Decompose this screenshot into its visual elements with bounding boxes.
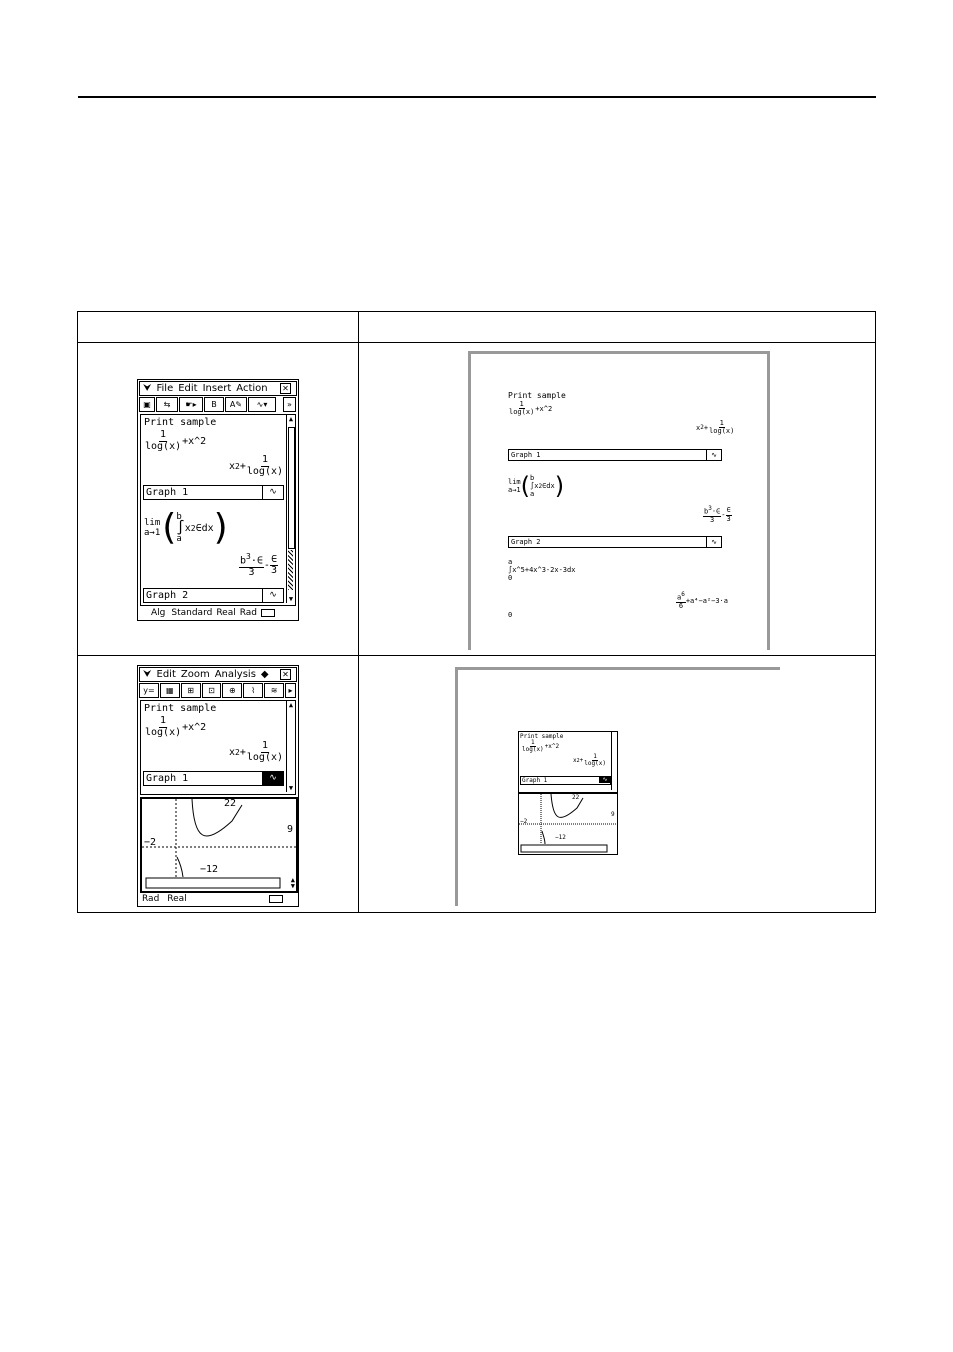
menu-diamond[interactable]: ◆	[260, 669, 269, 680]
curve-lower	[177, 857, 183, 877]
gp-out-den: log(x)	[584, 760, 606, 768]
table-icon[interactable]: ▦	[160, 683, 180, 698]
status-real-2[interactable]: Real	[167, 893, 187, 904]
gp-graph-screen	[518, 793, 618, 855]
lim-sub: a→1	[144, 528, 161, 538]
pp-graph2-icon: ∿	[706, 536, 722, 548]
res-b-tail: ·∈	[250, 555, 263, 567]
gp-tail: +x^2	[544, 743, 560, 751]
pp-r2-den: 6	[678, 601, 684, 610]
scroll-thumb[interactable]	[288, 427, 295, 549]
g-graph1-icon-selected[interactable]: ∿	[262, 771, 284, 786]
pp-result2	[676, 592, 728, 610]
pp-graph1-strip	[508, 449, 722, 461]
status-rad[interactable]: Rad	[239, 607, 258, 618]
gp-out-num: 1	[593, 753, 597, 760]
calculator-graph-window	[137, 665, 299, 907]
pp-lim-sub: a→1	[508, 486, 521, 494]
pp-r2-a: a	[677, 593, 682, 602]
status-rad-2[interactable]: Rad	[142, 893, 160, 904]
left-paren: (	[162, 507, 177, 548]
gp-graph1-label: Graph 1	[522, 777, 548, 784]
status-real[interactable]: Real	[216, 607, 236, 618]
save-icon[interactable]: ▣	[139, 397, 155, 412]
pp-print-sample: Print sample	[508, 391, 566, 400]
gp-graph1-strip	[520, 776, 611, 785]
g-tail: +x^2	[182, 721, 207, 733]
g-scrollbar[interactable]	[286, 701, 295, 792]
output-expression	[229, 455, 284, 477]
pp-integrand-exp: 2	[538, 482, 543, 490]
g-scroll-up-icon[interactable]: ▲	[288, 701, 294, 709]
res-den: 3	[248, 566, 255, 578]
g-num: 1	[160, 715, 167, 726]
g-output-expr	[229, 741, 284, 763]
calculator-main-window	[137, 379, 299, 621]
graph-print-preview-page	[455, 667, 780, 906]
graph1-strip[interactable]	[143, 485, 284, 500]
gp-den: log(x)	[522, 746, 544, 754]
pp-out-exp: 2	[700, 424, 704, 432]
label-neg12: −12	[200, 864, 219, 875]
gp-out-exp: 2	[576, 757, 580, 764]
graph-more-icon[interactable]: ▸	[285, 683, 296, 698]
g-print-sample: Print sample	[144, 703, 217, 714]
graph-battery-icon	[269, 895, 283, 903]
graph-updown-icon[interactable]: ▲ ▼	[290, 876, 295, 890]
menu-action[interactable]: Action	[236, 383, 268, 394]
out-x: x	[229, 460, 236, 472]
graph-plot	[142, 799, 296, 891]
pp-res2-den: 3	[726, 514, 731, 523]
header-cell-left	[78, 312, 359, 343]
gp-graph1-icon: ∿	[599, 776, 611, 783]
menu-insert[interactable]: Insert	[202, 383, 232, 394]
label-9: 9	[287, 824, 294, 835]
pp-res2-num: ∈	[726, 506, 731, 515]
graph-menu-down-icon[interactable]: ⮟	[143, 669, 152, 680]
pp-int2-lower: 0	[508, 574, 513, 582]
print-sample-text: Print sample	[144, 417, 217, 428]
menu-down-icon[interactable]: ⮟	[143, 383, 152, 394]
g-out-den: log(x)	[246, 751, 284, 763]
main-work-area[interactable]	[140, 414, 296, 606]
graph-input-box[interactable]	[146, 878, 280, 888]
menu-bar	[139, 381, 297, 396]
graph2-label: Graph 2	[146, 590, 189, 601]
pp-r2-tail: +a⁴−a²−3·a	[685, 597, 728, 605]
battery-icon	[261, 609, 275, 617]
pp-limit-result	[703, 506, 732, 524]
pp-int2-upper: a	[508, 558, 513, 566]
pp-tail: +x^2	[535, 404, 553, 413]
pp-int2-sign: ∫	[508, 566, 513, 574]
graph-work-area[interactable]	[140, 700, 296, 795]
integrand-x: x	[184, 522, 191, 534]
trace-icon[interactable]: ⌇	[243, 683, 263, 698]
pp-integrand: x	[534, 482, 539, 490]
gp-print-sample: Print sample	[520, 733, 564, 740]
scroll-track	[288, 550, 293, 590]
graph-window[interactable]	[140, 797, 298, 893]
gp-graph-plot	[519, 794, 617, 854]
res-b-exp: 3	[246, 552, 251, 561]
gp-label-neg12: −12	[555, 834, 566, 841]
status-alg[interactable]: Alg	[151, 607, 166, 618]
scroll-up-icon[interactable]: ▲	[288, 415, 294, 423]
res-b: b	[240, 555, 247, 567]
graph2-strip[interactable]	[143, 588, 284, 603]
limit-expression	[144, 507, 228, 548]
pp-graph2-label: Graph 2	[511, 538, 541, 546]
g-scroll-down-icon[interactable]: ▼	[288, 784, 294, 792]
pp-integrand2: x^5+4x^3-2x-3dx	[512, 566, 576, 574]
zoom-box-icon[interactable]: ⊞	[181, 683, 201, 698]
pp-cursor: 0	[508, 611, 513, 619]
input-expression	[144, 430, 206, 452]
pp-num: 1	[519, 400, 524, 408]
g-graph1-strip[interactable]	[143, 771, 284, 786]
gp-label-9: 9	[611, 811, 615, 818]
pp-res-den: 3	[710, 515, 715, 524]
frac-denominator: log(x)	[145, 440, 182, 452]
menu-edit[interactable]: Edit	[178, 383, 198, 394]
pp-res-minus: -	[721, 511, 726, 519]
pp-res-b: b	[704, 507, 709, 516]
int-upper: b	[176, 511, 182, 522]
right-paren: )	[213, 507, 228, 548]
gp-out-plus: +	[579, 757, 584, 765]
pp-graph1-label: Graph 1	[511, 451, 541, 459]
label-22: 22	[224, 798, 237, 809]
g-out-plus: +	[239, 746, 246, 758]
toolbar	[139, 397, 297, 412]
graph1-label: Graph 1	[146, 487, 189, 498]
menu-analysis[interactable]: Analysis	[214, 669, 256, 680]
pp-lim: lim	[508, 478, 521, 486]
integrand-exp: 2	[190, 523, 196, 533]
pp-limit-expr	[508, 472, 564, 500]
bold-button[interactable]: B	[204, 397, 224, 412]
print-preview-page	[468, 351, 770, 650]
g-out-num: 1	[261, 740, 268, 751]
g-out-exp: 2	[235, 747, 240, 757]
int-lower: a	[176, 533, 182, 544]
int-sign: ∫	[176, 519, 185, 536]
gp-input-box	[521, 845, 607, 852]
status-standard[interactable]: Standard	[171, 607, 213, 618]
graph-status-bar	[139, 893, 297, 904]
pp-den: log(x)	[509, 408, 535, 417]
scroll-down-icon[interactable]: ▼	[288, 595, 294, 603]
pp-res-b-tail: ·∈	[711, 507, 721, 516]
g-input-expr	[144, 716, 206, 738]
out-exp: 2	[235, 461, 240, 471]
pp-out-x: x	[696, 423, 701, 432]
close-icon[interactable]: ✕	[280, 383, 291, 394]
res2-den: 3	[270, 565, 277, 577]
header-cell-right	[359, 312, 876, 343]
sketch-icon[interactable]: ≋	[264, 683, 284, 698]
out-frac-num: 1	[261, 454, 268, 465]
gp-curve-lower	[542, 831, 545, 844]
view-window-icon[interactable]: y=	[139, 683, 159, 698]
gp-num: 1	[531, 739, 535, 746]
menu-edit-2[interactable]: Edit	[156, 669, 176, 680]
g-out-x: x	[229, 746, 236, 758]
res2-num: ∈	[270, 553, 277, 565]
integrand-tail: ∈dx	[195, 522, 214, 534]
graph-menu-bar	[139, 667, 297, 682]
out-frac-den: log(x)	[246, 465, 284, 477]
zoom-in-icon[interactable]: ⊕	[222, 683, 242, 698]
gp-label-neg2: −2	[520, 818, 528, 825]
lim-text: lim	[144, 518, 161, 528]
limit-result	[239, 553, 278, 578]
expr-tail: +x^2	[182, 435, 207, 447]
graph-icon[interactable]: ∿	[262, 485, 284, 500]
out-plus: +	[239, 460, 246, 472]
g-graph1-label: Graph 1	[146, 773, 189, 784]
more-right-icon[interactable]: »	[283, 397, 296, 412]
text-pen-icon[interactable]: A✎	[225, 397, 247, 412]
pp-out-num: 1	[719, 419, 724, 427]
pp-int-upper: b	[530, 474, 535, 482]
graph-dropdown-icon[interactable]: ∿▾	[248, 397, 276, 412]
zoom-fit-icon[interactable]: ⊡	[202, 683, 222, 698]
pp-output-expr	[696, 420, 735, 436]
status-bar	[139, 607, 297, 618]
hand-play-icon[interactable]: ☛▸	[179, 397, 203, 412]
res-minus: -	[263, 560, 270, 572]
pp-integrand-tail: ∈dx	[542, 482, 555, 490]
pp-graph1-icon: ∿	[706, 449, 722, 461]
label-neg2: −2	[144, 837, 157, 848]
pp-input-expr	[508, 401, 552, 417]
graph-toolbar	[139, 683, 297, 698]
pp-int-lower: a	[530, 490, 535, 498]
gp-output-expr	[573, 754, 607, 768]
gp-scrollbar	[611, 732, 617, 790]
graph2-icon[interactable]: ∿	[262, 588, 284, 603]
top-rule	[78, 96, 876, 98]
gp-upper-screen	[518, 731, 618, 793]
pp-r2-exp: 6	[681, 591, 685, 598]
pp-res-b-exp: 3	[708, 505, 712, 512]
pp-int-sign: ∫	[530, 482, 535, 490]
graph-close-icon[interactable]: ✕	[280, 669, 291, 680]
gp-input-expr	[521, 740, 559, 754]
g-den: log(x)	[145, 726, 182, 738]
pp-graph2-strip	[508, 536, 722, 548]
vertical-scrollbar[interactable]	[286, 415, 295, 603]
pp-out-plus: +	[703, 423, 709, 432]
menu-zoom[interactable]: Zoom	[180, 669, 210, 680]
pp-rparen: )	[554, 472, 565, 500]
frac-numerator: 1	[160, 429, 167, 440]
pp-out-den: log(x)	[709, 427, 735, 436]
menu-file[interactable]: File	[156, 383, 174, 394]
gp-label-22: 22	[572, 794, 580, 801]
pp-integral2	[508, 558, 575, 582]
gp-out-x: x	[573, 757, 577, 765]
convert-icon[interactable]: ⇆	[156, 397, 178, 412]
pp-lparen: (	[520, 472, 531, 500]
